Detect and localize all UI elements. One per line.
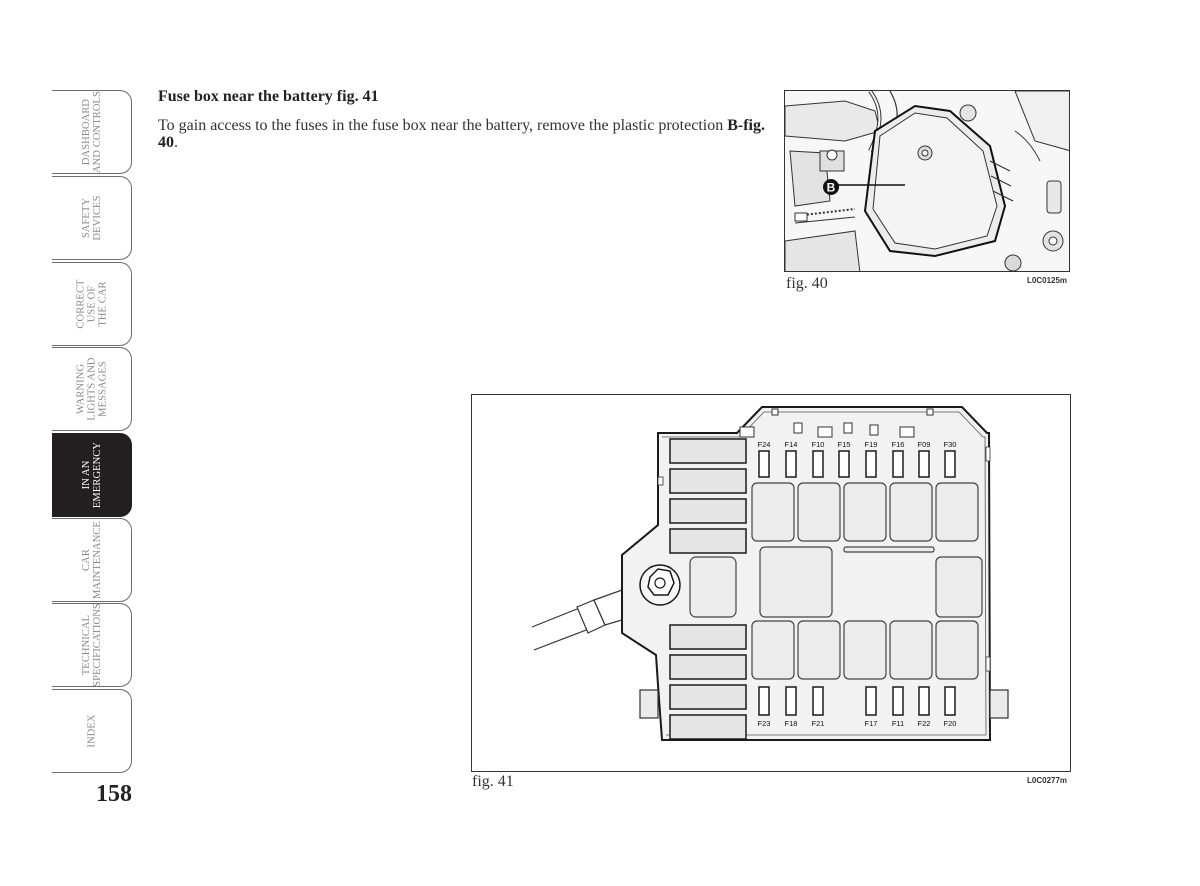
side-tab-index[interactable]	[52, 689, 132, 773]
figure-40-caption: fig. 40	[786, 275, 828, 292]
figure-40-engine-bay	[784, 90, 1070, 272]
fuse-box-diagram	[472, 395, 1071, 772]
side-tab-safety-devices[interactable]	[52, 176, 132, 260]
fuse-label-f21: F21	[811, 719, 825, 728]
fuse-label-f11: F11	[891, 719, 905, 728]
engine-bay-illustration	[785, 91, 1070, 272]
fuse-label-f09: F09	[917, 440, 931, 449]
section-heading: Fuse box near the battery fig. 41	[158, 88, 379, 105]
fuse-label-f16: F16	[891, 440, 905, 449]
side-tab-in-an-emergency[interactable]	[52, 433, 132, 517]
tab-label: CORRECT USE OF THE CAR	[75, 279, 108, 329]
tab-label: WARNING LIGHTS AND MESSAGES	[75, 357, 108, 421]
side-tab-correct-use-of-the-car[interactable]	[52, 262, 132, 346]
side-tab-warning-lights-and-messages[interactable]	[52, 347, 132, 431]
fuse-label-f22: F22	[917, 719, 931, 728]
figure-reference: B-fig. 40	[158, 117, 765, 151]
side-tab-car-maintenance[interactable]	[52, 518, 132, 602]
fuse-label-f18: F18	[784, 719, 798, 728]
page-number: 158	[96, 781, 132, 807]
tab-label: IN AN EMERGENCY	[80, 441, 103, 509]
figure-41-caption: fig. 41	[472, 773, 514, 790]
fuse-label-f24: F24	[757, 440, 771, 449]
fuse-label-f10: F10	[811, 440, 825, 449]
figure-41-code: L0C0277m	[1027, 776, 1068, 785]
fuse-label-f17: F17	[864, 719, 878, 728]
callout-b-label: B	[826, 180, 836, 195]
tab-label: CAR MAINTENANCE	[80, 520, 103, 600]
side-tab-technical-specifications[interactable]	[52, 603, 132, 687]
figure-41-fuse-box	[471, 394, 1071, 772]
tab-label: SAFETY DEVICES	[80, 195, 103, 241]
section-body	[158, 117, 768, 151]
tab-label: TECHNICAL SPECIFICATIONS	[80, 603, 103, 687]
tab-label: INDEX	[86, 714, 97, 748]
body-text-end: .	[174, 134, 178, 151]
fuse-label-f23: F23	[757, 719, 771, 728]
figure-40-code: L0C0125m	[1027, 276, 1068, 285]
fuse-label-f19: F19	[864, 440, 878, 449]
tab-label: DASHBOARD AND CONTROLS	[80, 91, 103, 173]
side-tab-dashboard-and-controls[interactable]	[52, 90, 132, 174]
fuse-label-f15: F15	[837, 440, 851, 449]
body-text: To gain access to the fuses in the fuse box near the battery, remove the plastic protection	[158, 117, 728, 134]
fuse-label-f30: F30	[943, 440, 957, 449]
fuse-label-f14: F14	[784, 440, 798, 449]
fuse-label-f20: F20	[943, 719, 957, 728]
